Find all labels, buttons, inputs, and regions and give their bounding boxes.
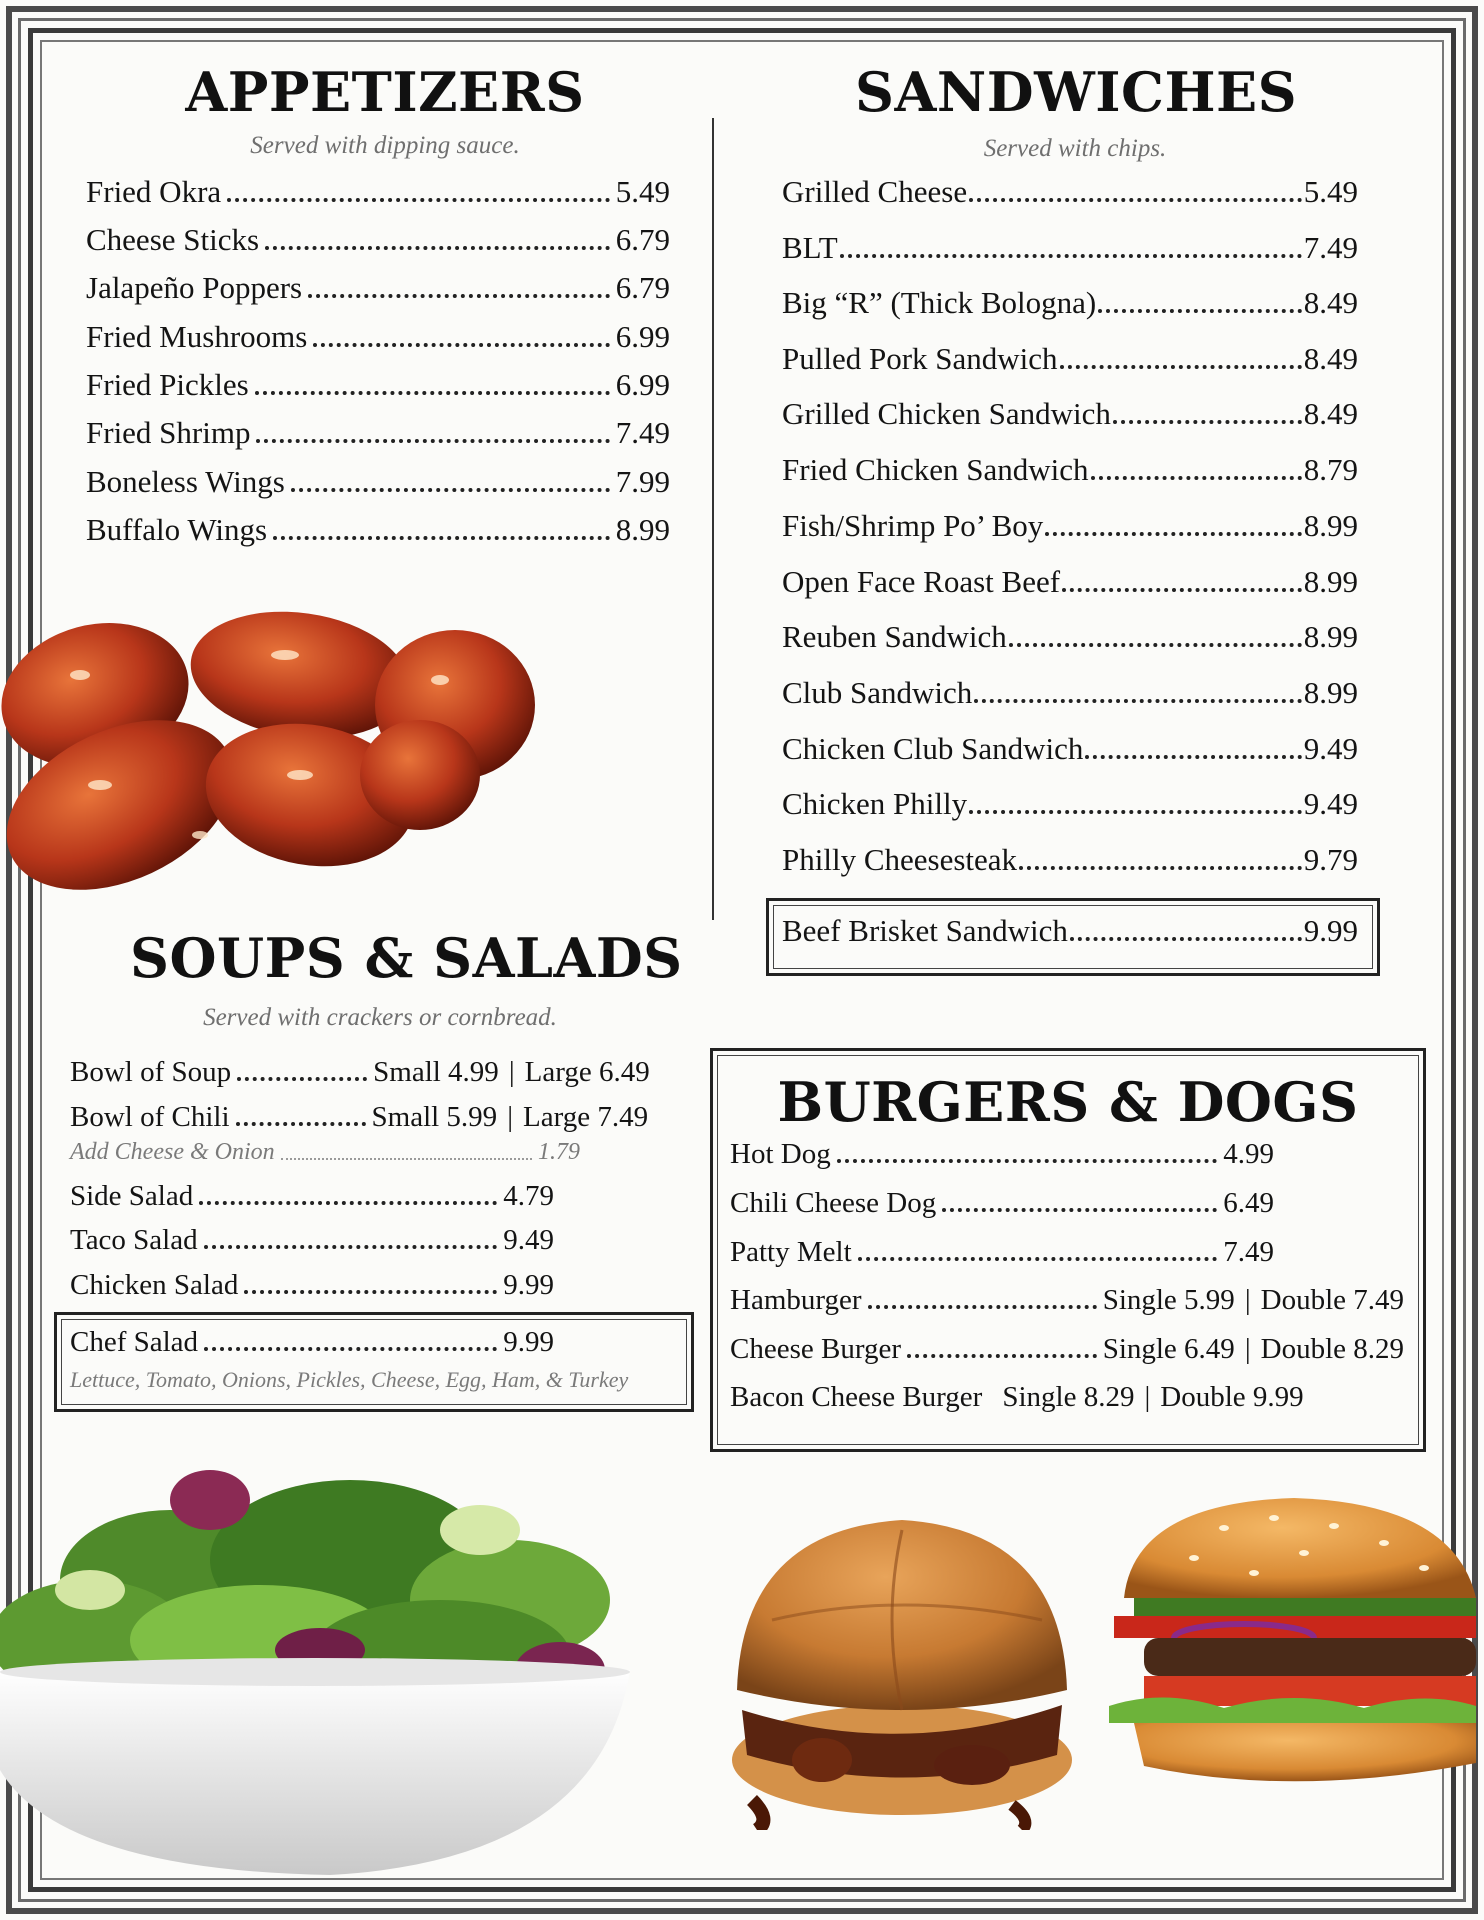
wings-image	[0, 585, 540, 895]
soups-salads-title: SOUPS & SALADS	[130, 926, 683, 990]
appetizers-subtitle: Served with dipping sauce.	[250, 132, 520, 159]
soups-salads-subtitle: Served with crackers or cornbread.	[203, 1004, 557, 1031]
appetizer-item: Boneless Wings 7.99	[86, 464, 670, 499]
sandwich-item: Grilled Chicken Sandwich 8.49	[782, 396, 1358, 431]
burger-sized-item: Bacon Cheese Burger Single 8.29 | Double 9.99	[730, 1381, 1304, 1413]
cheeseburger-image	[1104, 1498, 1476, 1828]
burger-dog-item: Patty Melt 7.49	[730, 1236, 1274, 1268]
sandwich-item: BLT 7.49	[782, 230, 1358, 265]
sandwich-item: Fried Chicken Sandwich 8.79	[782, 452, 1358, 487]
chef-salad-item: Chef Salad 9.99	[70, 1326, 554, 1358]
chili-item: Bowl of Chili Small 5.99 | Large 7.49	[70, 1101, 649, 1133]
sandwiches-subtitle: Served with chips.	[983, 135, 1167, 162]
appetizer-item: Cheese Sticks 6.79	[86, 222, 670, 257]
featured-sandwich-item: Beef Brisket Sandwich 9.99	[782, 913, 1358, 948]
sandwich-item: Grilled Cheese 5.49	[782, 174, 1358, 209]
salad-item: Chicken Salad 9.99	[70, 1269, 554, 1301]
sandwich-item: Chicken Philly 9.49	[782, 786, 1358, 821]
sandwich-item: Club Sandwich 8.99	[782, 675, 1358, 710]
appetizer-item: Fried Okra 5.49	[86, 174, 670, 209]
sandwich-item: Philly Cheesesteak 9.79	[782, 842, 1358, 877]
appetizer-item: Fried Pickles 6.99	[86, 367, 670, 402]
appetizer-item: Buffalo Wings 8.99	[86, 512, 670, 547]
burger-dog-item: Hot Dog 4.99	[730, 1138, 1274, 1170]
sandwiches-title: SANDWICHES	[855, 60, 1298, 124]
sandwich-item: Pulled Pork Sandwich 8.49	[782, 341, 1358, 376]
salad-bowl-image	[0, 1440, 630, 1880]
sandwich-item: Fish/Shrimp Po’ Boy 8.99	[782, 508, 1358, 543]
burger-sized-item: Hamburger Single 5.99 | Double 7.49	[730, 1284, 1404, 1316]
sandwich-item: Reuben Sandwich 8.99	[782, 619, 1358, 654]
column-divider	[712, 118, 714, 920]
sandwich-item: Open Face Roast Beef 8.99	[782, 564, 1358, 599]
sandwich-item: Big “R” (Thick Bologna) 8.49	[782, 285, 1358, 320]
burger-dog-item: Chili Cheese Dog 6.49	[730, 1187, 1274, 1219]
appetizer-item: Fried Mushrooms 6.99	[86, 319, 670, 354]
appetizer-item: Fried Shrimp 7.49	[86, 415, 670, 450]
burgers-dogs-title: BURGERS & DOGS	[777, 1070, 1359, 1134]
pulled-pork-sandwich-image	[712, 1500, 1092, 1830]
burger-sized-item: Cheese Burger Single 6.49 | Double 8.29	[730, 1333, 1404, 1365]
soup-item: Bowl of Soup Small 4.99 | Large 6.49	[70, 1056, 650, 1088]
appetizers-title: APPETIZERS	[185, 60, 585, 124]
chili-addon-item: Add Cheese & Onion 1.79	[70, 1139, 580, 1165]
sandwich-item: Chicken Club Sandwich 9.49	[782, 731, 1358, 766]
chef-salad-description: Lettuce, Tomato, Onions, Pickles, Cheese, Egg, Ham, & Turkey	[70, 1367, 629, 1392]
salad-item: Taco Salad 9.49	[70, 1224, 554, 1256]
salad-item: Side Salad 4.79	[70, 1180, 554, 1212]
appetizer-item: Jalapeño Poppers 6.79	[86, 270, 670, 305]
